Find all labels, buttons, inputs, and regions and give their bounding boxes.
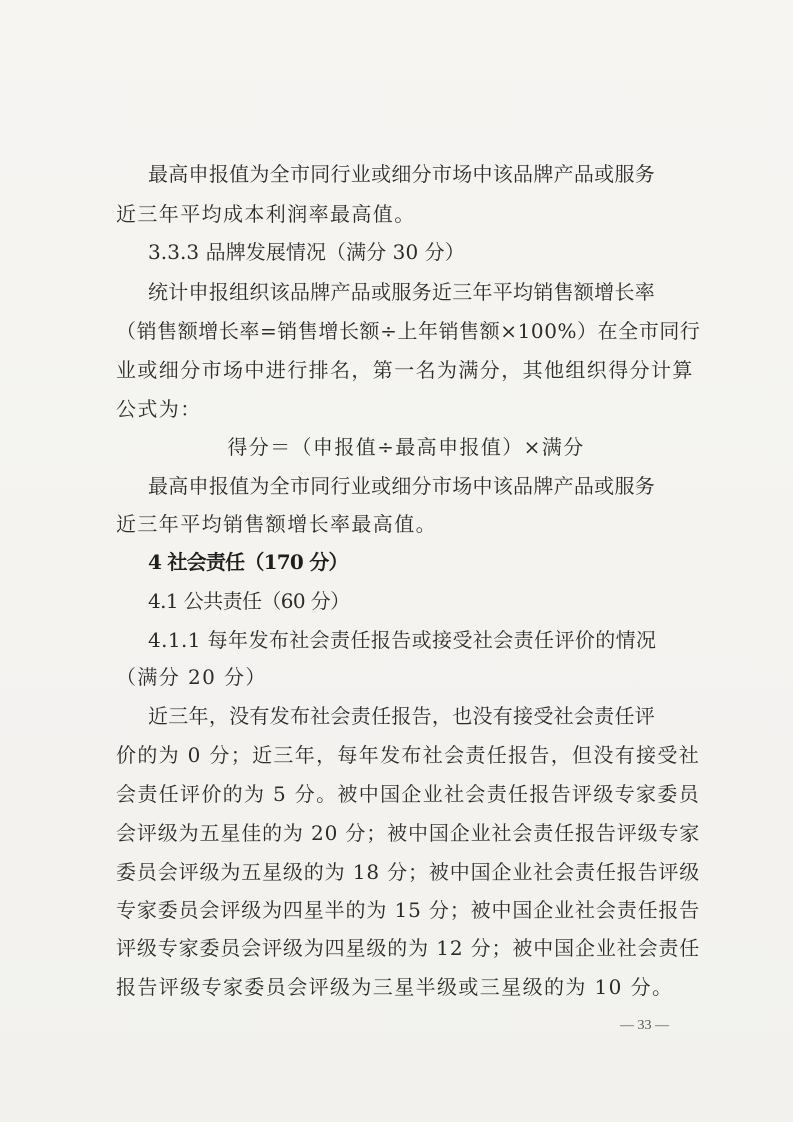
paragraph-line: （销售额增长率=销售增长额÷上年销售额×100%）在全市同行 xyxy=(116,319,701,343)
section-heading-3-3-3: 3.3.3 品牌发展情况（满分 30 分） xyxy=(148,240,465,264)
paragraph-line: 业或细分市场中进行排名，第一名为满分，其他组织得分计算 xyxy=(116,358,694,382)
paragraph-line: 专家委员会评级为四星半的为 15 分；被中国企业社会责任报告 xyxy=(116,898,701,922)
paragraph-line: 近三年平均成本利润率最高值。 xyxy=(116,202,416,226)
paragraph-line: 最高申报值为全市同行业或细分市场中该品牌产品或服务 xyxy=(148,162,655,186)
formula: 得分＝（申报值÷最高申报值）×满分 xyxy=(227,435,585,459)
section-heading-4: 4 社会责任（170 分） xyxy=(148,550,348,574)
paragraph-line: 会责任评价的为 5 分。被中国企业社会责任报告评级专家委员 xyxy=(116,782,701,806)
paragraph-line: 近三年平均销售额增长率最高值。 xyxy=(116,512,437,536)
paragraph-line: 评级专家委员会评级为四星级的为 12 分；被中国企业社会责任 xyxy=(116,936,701,960)
paragraph-line: 报告评级专家委员会评级为三星半级或三星级的为 10 分。 xyxy=(116,975,674,999)
paragraph-line: （满分 20 分） xyxy=(116,665,267,689)
page-number: — 33 — xyxy=(620,1018,669,1033)
paragraph-line: 委员会评级为五星级的为 18 分；被中国企业社会责任报告评级 xyxy=(116,860,701,884)
section-heading-4-1-1: 4.1.1 每年发布社会责任报告或接受社会责任评价的情况 xyxy=(148,628,657,652)
paragraph-line: 统计申报组织该品牌产品或服务近三年平均销售额增长率 xyxy=(148,280,655,304)
paragraph-line: 价的为 0 分；近三年，每年发布社会责任报告，但没有接受社 xyxy=(116,743,701,767)
paragraph-line: 会评级为五星佳的为 20 分；被中国企业社会责任报告评级专家 xyxy=(116,821,701,845)
paragraph-line: 近三年，没有发布社会责任报告，也没有接受社会责任评 xyxy=(148,704,655,728)
paragraph-line: 最高申报值为全市同行业或细分市场中该品牌产品或服务 xyxy=(148,474,655,498)
section-heading-4-1: 4.1 公共责任（60 分） xyxy=(148,589,350,613)
paragraph-line: 公式为： xyxy=(116,397,202,421)
